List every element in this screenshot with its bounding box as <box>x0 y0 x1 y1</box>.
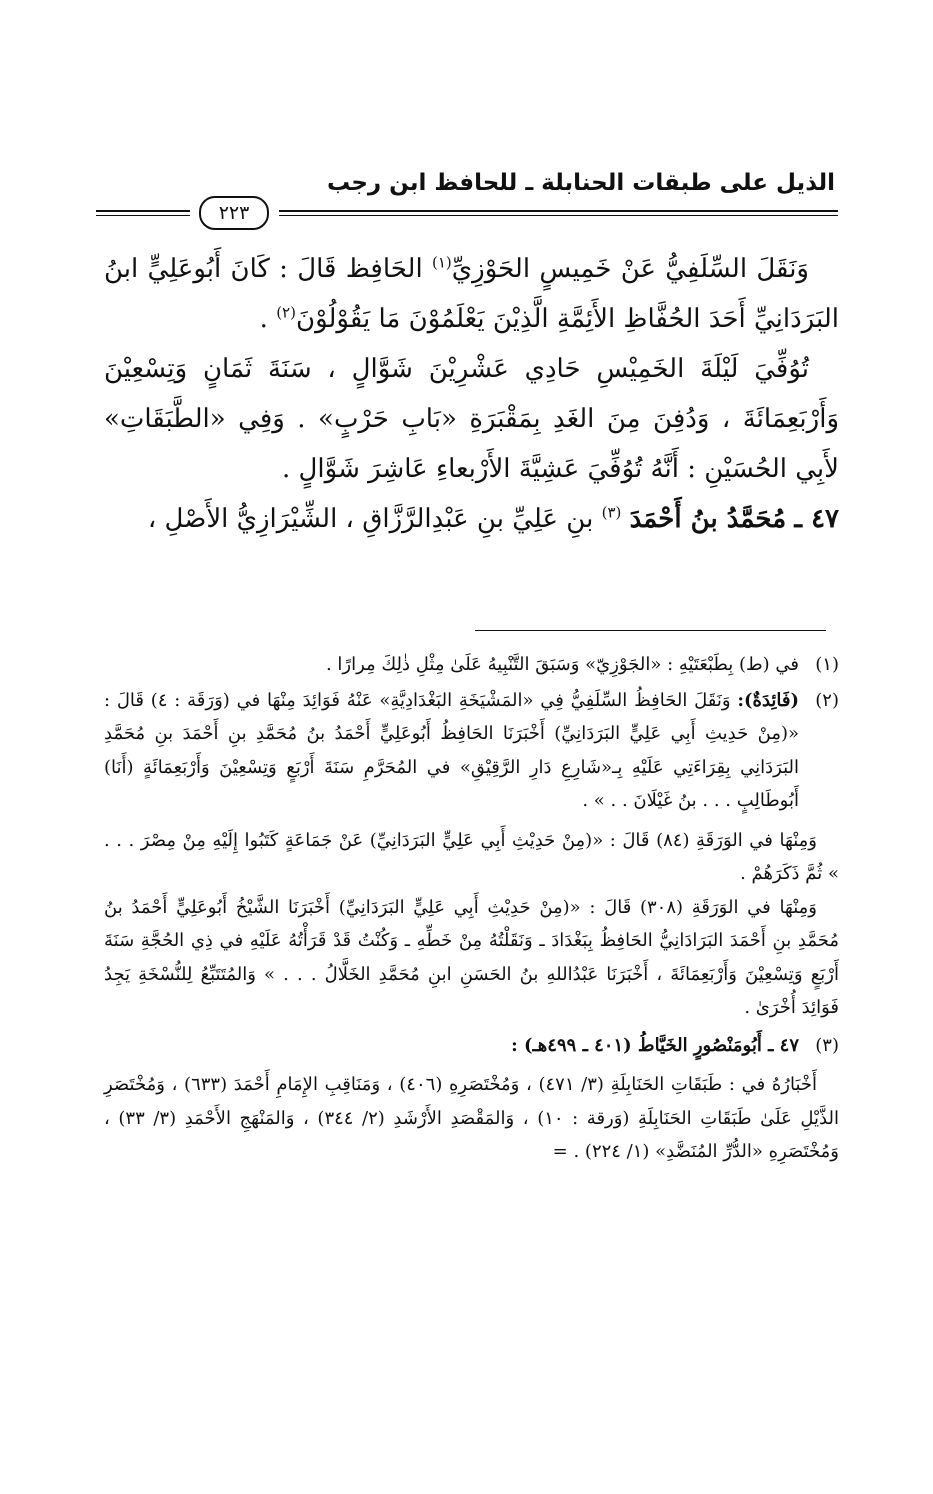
footnote-number: (٢) <box>815 689 839 711</box>
footnote-2-continuation <box>104 824 839 1025</box>
footnote-2 <box>104 684 839 818</box>
main-paragraph-1 <box>104 244 839 344</box>
entry-name: مُحَمَّدُ بنُ أَحْمَدَ <box>629 504 787 534</box>
footnote-text: في (ط) بِطَبْعَتَيْهِ : «الجَوْزِيّ» وَسَبَقَ التَّنْبِيهُ عَلَىٰ مِثْلِ ذٰلِكَ مِرارًا . <box>325 654 799 675</box>
footnote-3-heading: ٤٧ ـ أَبُومَنْصُورٍ الخَيَّاطُ (٤٠١ ـ ٤٩٩هـ) : <box>511 1034 799 1056</box>
footnote-ref-1: (١) <box>432 253 452 272</box>
footnote-2-para-1 <box>104 684 799 818</box>
main-paragraph-2: تُوُفِّيَ لَيْلَةَ الخَمِيْسِ حَادِي عَشْرِيْنَ شَوَّالٍ ، سَنَةَ ثَمَانٍ وَتِسْعِيْنَ وَأَرْبَعِمَائَةَ ، وَدُفِنَ مِنَ الغَدِ بِمَقْبَرَةِ «بَابِ حَرْبٍ» . وَفِي «الطَّبَقَاتِ» لأَبِي الحُسَيْنِ : أَنَّهُ تُوُفِّيَ عَشِيَّةَ الأَرْبعاءِ عَاشِرَ شَوَّالٍ . <box>104 354 839 484</box>
main-p1-text-rest: الحَافِظ قَالَ : كَانَ أَبُوعَلِيٍّ ابنُ البَرَدَانِيِّ أَحَدَ الحُفَّاظِ الأَئِمَّةِ الَّذِيْنَ يَعْلَمُوْنَ مَا يَقُوْلُوْنَ <box>104 254 839 334</box>
running-header-title: الذيل على طبقات الحنابلة ـ للحافظ ابن رجب <box>326 170 835 196</box>
header-rule-left <box>96 210 190 216</box>
footnote-2-line: وَنَقَلَ الحَافِظُ السِّلَفِيُّ فِي «المَشْيَخَةِ البَغْدَادِيَّةِ» عَنْهُ فَوَائِدَ مِنْهَا في (وَرَقَة : ٤) قَالَ : «(مِنْ حَدِيثِ أَبِي عَلِيٍّ البَرَدَانِيِّ) أَخْبَرَنَا الحَافِظُ أَبُوعَلِيٍّ أَحْمَدُ بنُ مُحَمَّدِ بنِ أَحْمَدَ بنِ مُحَمَّدِ البَرَدَانِي بِقِرَاءَتِي عَلَيْهِ بِـ«شَارِعِ دَارِ الرَّقِيْقِ» في المُحَرَّمِ سَنَةَ أَرْبَعٍ وَتِسْعِيْنَ وَأَرْبَعِمَائَةٍ (أَنَا) أَبُوطَالِبٍ . . . بنُ غَيْلَانَ . . » . <box>104 689 799 811</box>
footnote-3-continuation <box>104 1068 839 1169</box>
footnote-3 <box>104 1029 839 1063</box>
biography-entry <box>104 494 839 544</box>
footnote-ref-3: (٣) <box>601 503 622 522</box>
footnote-2-para-3: وَمِنْهَا في الوَرَقَةِ (٣٠٨) قَالَ : «(مِنْ حَدِيْثِ أَبِي عَلِيٍّ البَرَدَانِيِّ) أَخْبَرَنَا الشَّيْخُ أَبُوعَلِيٍّ أَحْمَدُ بنُ مُحَمَّدِ بنِ أَحْمَدَ البَرَادَانِيُّ الحَافِظُ بِبَغْدَادَ ـ وَنَقَلْتُهُ مِنْ خَطِّهِ ـ وَكُنْتُ قَدْ قَرَأْتُهُ عَلَيْهِ في ذِي الحُجَّةِ سَنَةَ أَرْبَعٍ وَتِسْعِيْنَ وَأَرْبَعِمَائَةَ ، أَخْبَرَنَا عَبْدُاللهِ بنُ الحَسَنِ ابنِ مُحَمَّدِ الخَلَّالُ . . . » وَالمُتَتَبِّعُ لِلنُّسْخَةِ يَجِدُ فَوَائِدَ أُخْرَىٰ . <box>104 896 839 1018</box>
header-rule <box>96 192 838 232</box>
footnote-ref-2: (٢) <box>276 303 296 322</box>
footnote-2-para-2: وَمِنْهَا في الوَرَقَةِ (٨٤) قَالَ : «(مِنْ حَدِيْثِ أَبِي عَلِيٍّ البَرَدَانِيِّ) عَنْ جَمَاعَةٍ كَتَبُوا إِلَيْهِ مِنْ مِصْرَ . . . » ثُمَّ ذَكَرَهُمْ . <box>104 829 839 884</box>
main-text <box>104 244 839 544</box>
footnote-number: (٣) <box>815 1034 839 1056</box>
footnote-1 <box>104 648 839 682</box>
footnote-body <box>104 684 799 818</box>
footnote-separator <box>475 630 826 631</box>
footnote-label: (فَائِدَةٌ): <box>737 689 800 711</box>
main-p1-text: وَنَقَلَ السِّلَفِيُّ عَنْ خَمِيسٍ الحَوْزِيِّ <box>451 254 809 284</box>
footnote-number: (١) <box>815 654 839 675</box>
header-rule-right <box>279 210 838 216</box>
entry-number: ٤٧ ـ <box>794 504 839 534</box>
page-number: ٢٢٣ <box>199 196 269 230</box>
entry-rest: بنِ عَلِيِّ بنِ عَبْدِالرَّزَّاقِ ، الشِّيْرَازِيُّ الأَصْلِ ، <box>147 504 602 534</box>
footnotes <box>104 648 839 1169</box>
main-p1-end: . <box>259 304 277 334</box>
footnote-3-para: أَخْبَارُهُ في : طَبَقَاتِ الحَنَابِلَةِ (٣/ ٤٧١) ، وَمُخْتَصَرِهِ (٤٠٦) ، وَمَنَاقِبِ الإِمَامِ أَحْمَدَ (٦٣٣) ، وَمُخْتَصَرِ الذَّيْلِ عَلَىٰ طَبَقَاتِ الحَنَابِلَةِ (وَرقة : ١٠) ، وَالمَقْصَدِ الأَرْشَدِ (٢/ ٣٤٤) ، وَالمَنْهَجِ الأَحْمَدِ (٣/ ٣٣) ، وَمُخْتَصَرِهِ «الدُّرِّ المُنَضَّدِ» (١/ ٢٢٤) . = <box>104 1074 839 1162</box>
